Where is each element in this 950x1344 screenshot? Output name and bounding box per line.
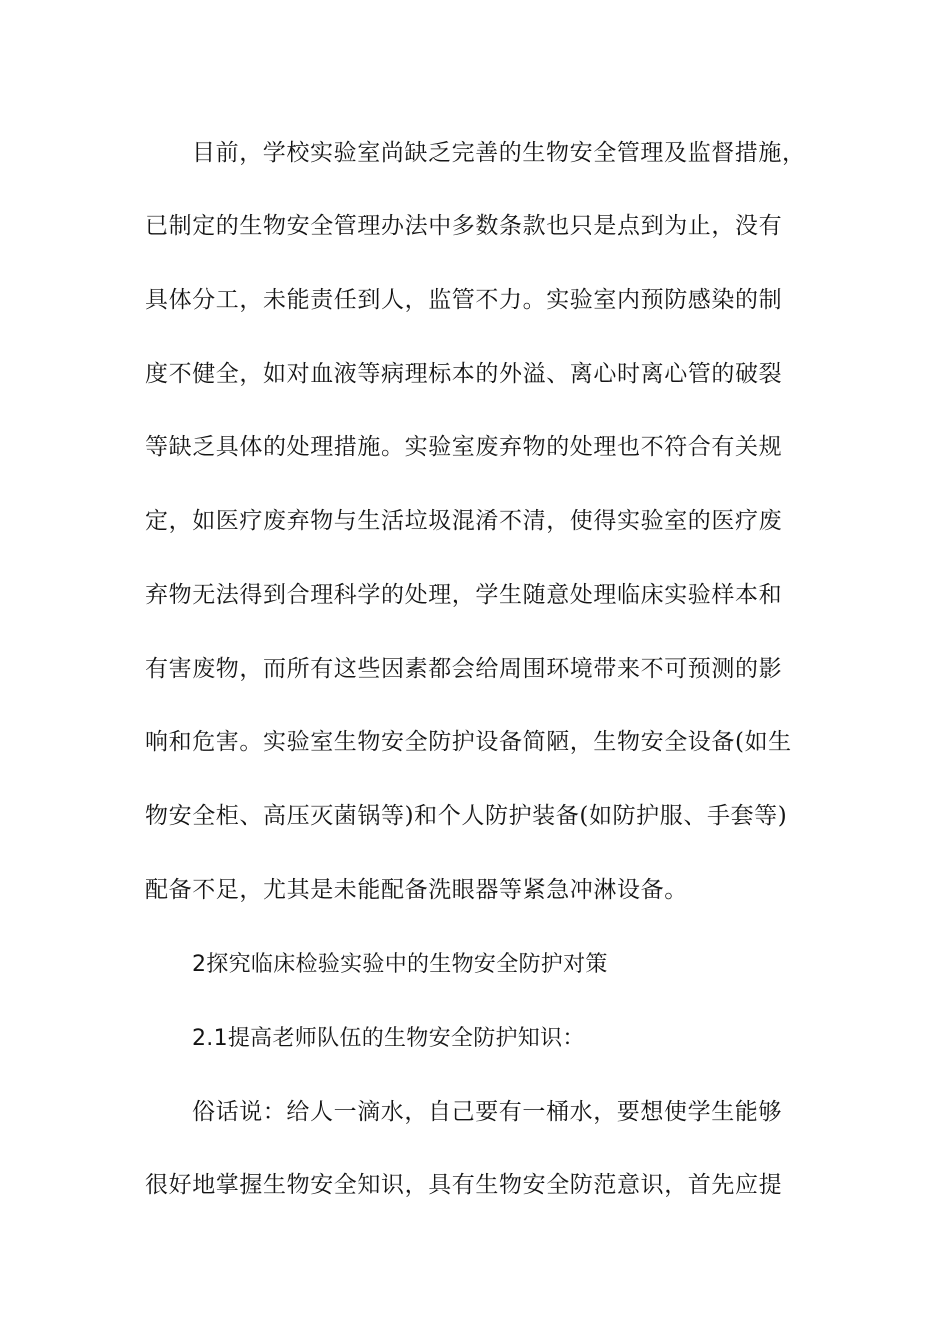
paragraph-line: 已制定的生物安全管理办法中多数条款也只是点到为止，没有 [145, 213, 783, 239]
paragraph-line: 目前，学校实验室尚缺乏完善的生物安全管理及监督措施， [192, 140, 806, 166]
paragraph-line: 定，如医疗废弃物与生活垃圾混淆不清，使得实验室的医疗废 [145, 508, 783, 534]
subsection-heading: 2.1提高老师队伍的生物安全防护知识： [192, 1026, 585, 1051]
paragraph-line: 配备不足，尤其是未能配备洗眼器等紧急冲淋设备。 [145, 877, 688, 903]
paragraph-line: 很好地掌握生物安全知识，具有生物安全防范意识，首先应提 [145, 1172, 783, 1198]
paragraph-line: 具体分工，未能责任到人，监管不力。实验室内预防感染的制 [145, 287, 783, 313]
paragraph-line: 响和危害。实验室生物安全防护设备简陋，生物安全设备(如生 [145, 729, 792, 755]
paragraph-line: 俗话说：给人一滴水，自己要有一桶水，要想使学生能够 [192, 1099, 782, 1125]
paragraph-line: 有害废物，而所有这些因素都会给周围环境带来不可预测的影 [145, 656, 783, 682]
section-heading: 2探究临床检验实验中的生物安全防护对策 [192, 952, 608, 977]
paragraph-line: 度不健全，如对血液等病理标本的外溢、离心时离心管的破裂 [145, 361, 783, 387]
paragraph-line: 物安全柜、高压灭菌锅等)和个人防护装备(如防护服、手套等) [145, 803, 788, 829]
paragraph-line: 等缺乏具体的处理措施。实验室废弃物的处理也不符合有关规 [145, 434, 783, 460]
paragraph-line: 弃物无法得到合理科学的处理，学生随意处理临床实验样本和 [145, 582, 783, 608]
